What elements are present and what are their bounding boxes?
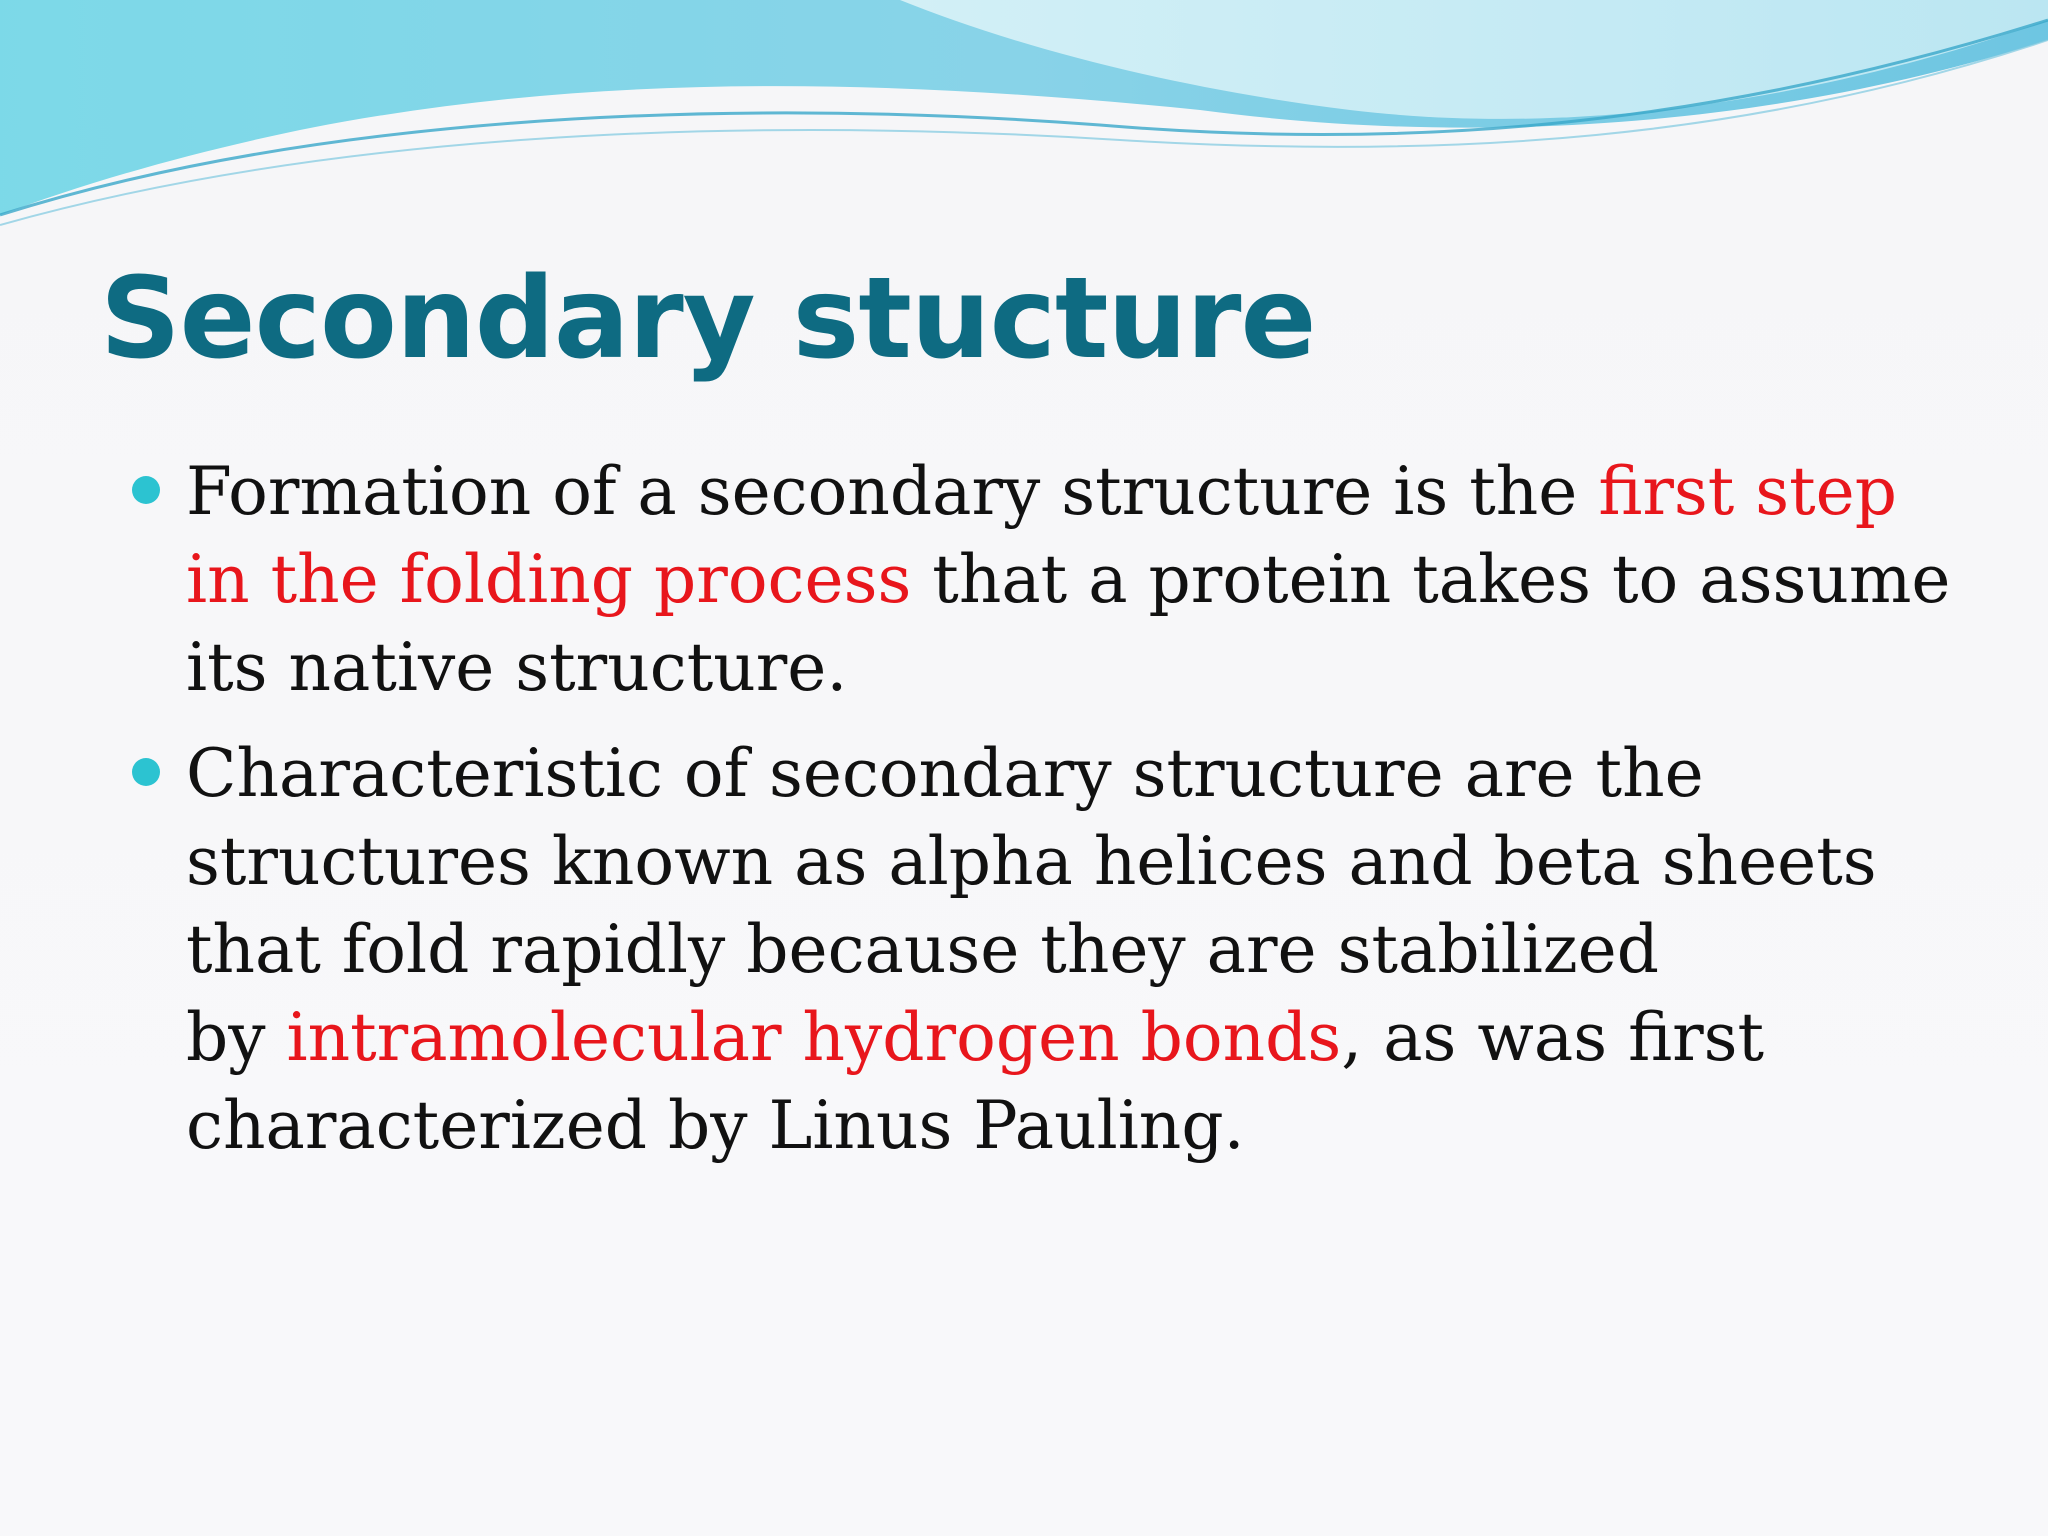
bullet-text: , as was first characterized by Linus Pauling. <box>186 999 1765 1164</box>
bullet-list <box>132 448 1962 1188</box>
bullet-item-characteristic <box>132 730 1962 1170</box>
bullet-text: Formation of a secondary structure is the <box>186 453 1599 530</box>
bullet-text: by <box>186 999 287 1076</box>
slide-title: Secondary stucture <box>100 254 1316 384</box>
bullet-text: that a protein takes to assume its native structure. <box>186 541 1951 706</box>
bullet-text: Characteristic of secondary structure are the structures known as alpha helices and beta sheets that fold rapidly because they are stabilized <box>186 735 1877 988</box>
highlighted-phrase: intramolecular hydrogen bonds <box>286 999 1342 1076</box>
bullet-item-formation <box>132 448 1962 712</box>
wave-header-decoration <box>0 0 2048 260</box>
bullet-dot-icon <box>132 476 160 504</box>
bullet-dot-icon <box>132 758 160 786</box>
highlighted-phrase: first step in the folding process <box>186 453 1897 618</box>
